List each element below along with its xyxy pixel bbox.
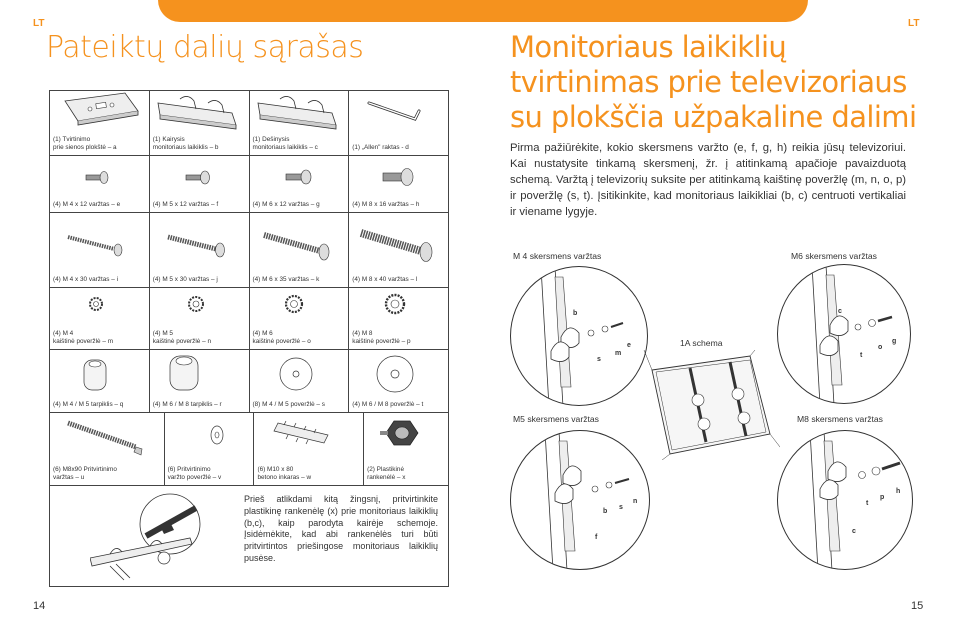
part-caption: (4) M 4 x 12 varžtas – e [53, 201, 121, 208]
intro-paragraph: Pirma pažiūrėkite, kokio skersmens varžto (e, f, g, h) reikia jūsų televizoriui. Kai nustatysite tinkamą skersmenį, žr. į atitinkamą apačioje pavaizduotą schemą. Varžtą į televizorių suksite per atitinkamą kaištinę poveržlę (m, n, o, p) ir poveržlę (s, t). Įsitikinkite, kad monitoriaus laikikliai (b, c) centruoti vertikaliai ir viename lygyje. [510, 142, 906, 218]
part-cell [50, 288, 150, 349]
callout-letter: p [880, 494, 885, 501]
part-caption: (4) M 6 / M 8 tarpiklis – r [152, 401, 222, 408]
part-caption: (4) M 6 kaištinė poveržlė – o [252, 330, 311, 345]
part-caption: (1) Kairysis monitoriaus laikiklis – b [152, 136, 219, 151]
part-caption: (4) M 4 kaištinė poveržlė – m [53, 330, 114, 345]
part-caption: (4) M 6 / M 8 poveržlė – t [352, 401, 424, 408]
part-caption: (4) M 5 x 30 varžtas – j [152, 276, 218, 283]
callout-letter: h [896, 488, 901, 495]
callout-letter: s [619, 504, 623, 511]
part-caption: (2) Plastikinė rankenėlė – x [367, 466, 406, 481]
parts-row [50, 213, 448, 288]
callout-letter: f [595, 534, 598, 541]
part-cell [349, 91, 448, 155]
part-caption: (4) M 8 x 16 varžtas – h [352, 201, 420, 208]
part-caption: (4) M 6 x 35 varžtas – k [252, 276, 320, 283]
m8-detail-circle [777, 430, 913, 570]
part-cell [50, 413, 165, 485]
callout-letter: n [633, 498, 638, 505]
part-caption: (6) Pritvirtinimo varžto poveržlė – v [167, 466, 222, 481]
long-screw-icon [50, 213, 149, 263]
callout-letter: t [860, 352, 863, 359]
part-cell [250, 288, 350, 349]
part-cell [349, 288, 448, 349]
figure-label-m5: M5 skersmens varžtas [513, 414, 599, 424]
orange-header-band [158, 0, 808, 22]
part-cell [250, 213, 350, 287]
part-cell [50, 350, 150, 412]
part-caption: (1) Tvirtinimo prie sienos plokštė – a [53, 136, 117, 151]
flat-washer-icon [250, 350, 349, 396]
callout-letter: m [615, 350, 622, 357]
page-number-left: 14 [33, 600, 46, 612]
part-cell [150, 91, 250, 155]
screw-icon [150, 156, 249, 196]
title-line: su plokščia užpakaline dalimi [510, 100, 917, 134]
part-caption: (8) M 4 / M 5 poveržlė – s [252, 401, 325, 408]
title-line: Monitoriaus laikiklių [510, 30, 787, 64]
m6-detail-circle [777, 264, 911, 404]
part-cell [250, 350, 350, 412]
bolt-washer-icon [165, 413, 254, 463]
callout-letter: b [603, 508, 608, 515]
part-cell [150, 213, 250, 287]
parts-row [50, 413, 448, 486]
part-caption: (4) M 5 x 12 varžtas – f [152, 201, 219, 208]
part-cell [150, 288, 250, 349]
callout-letter: o [878, 344, 883, 351]
part-cell [349, 350, 448, 412]
part-caption: (6) M8x90 Pritvirtinimo varžtas – u [53, 466, 117, 481]
part-cell [50, 213, 150, 287]
page-number-right: 15 [911, 600, 924, 612]
part-cell [250, 91, 350, 155]
figure-label-m6: M6 skersmens varžtas [791, 251, 877, 261]
tv-back-scheme [640, 350, 780, 460]
callout-letter: c [838, 308, 842, 315]
part-caption: (4) M 4 / M 5 tarpiklis – q [53, 401, 124, 408]
lock-washer-icon [150, 288, 249, 320]
part-cell [150, 350, 250, 412]
part-cell [50, 156, 150, 212]
part-caption: (4) M 8 kaištinė poveržlė – p [352, 330, 411, 345]
part-caption: (6) M10 x 80 betono inkaras – w [257, 466, 312, 481]
part-cell [364, 413, 448, 485]
knob-note: Prieš atlikdami kitą žingsnį, pritvirtinkite plastikinę rankenėlę (x) prie monitoriaus laikiklių (b,c), kaip parodyta kairėje schemoje. Įsidėmėkite, kad abi rankenėlės turi būti pritvirtintos priešingose monitoriaus laikiklių pusėse. [244, 494, 438, 563]
parts-row [50, 288, 448, 350]
figure-label-scheme: 1A schema [680, 338, 723, 348]
part-caption: (1) Dešinysis monitoriaus laikiklis – c [252, 136, 318, 151]
knob-attachment-illustration [90, 488, 240, 584]
callout-letter: b [573, 310, 578, 317]
callout-letter: t [866, 500, 869, 507]
title-line: tvirtinimas prie televizoriaus [510, 65, 907, 99]
allen-key-icon [349, 91, 448, 136]
m5-detail-circle [510, 430, 650, 570]
part-cell [165, 413, 255, 485]
parts-row [50, 91, 448, 156]
screw-icon [50, 156, 149, 196]
part-cell [349, 213, 448, 287]
lock-washer-icon [349, 288, 448, 320]
part-caption: (4) M 5 kaištinė poveržlė – n [152, 330, 212, 345]
concrete-anchor-icon [254, 413, 363, 463]
right-page-title [510, 30, 930, 135]
left-bracket-icon [150, 91, 249, 136]
callout-letter: g [892, 338, 897, 345]
screw-icon [250, 156, 349, 196]
flat-washer-icon [349, 350, 448, 396]
screw-icon [349, 156, 448, 196]
lag-bolt-icon [50, 413, 164, 463]
parts-row [50, 156, 448, 213]
long-screw-icon [150, 213, 249, 263]
part-cell [349, 156, 448, 212]
figure-label-m4: M 4 skersmens varžtas [513, 251, 602, 261]
spacer-icon [150, 350, 249, 396]
callout-letter: s [597, 356, 601, 363]
language-tag-right: LT [908, 18, 920, 29]
plastic-knob-icon [364, 413, 448, 463]
part-caption: (4) M 8 x 40 varžtas – l [352, 276, 418, 283]
part-caption: (1) „Allen" raktas - d [352, 144, 409, 151]
callout-letter: e [627, 342, 631, 349]
long-screw-icon [250, 213, 349, 263]
left-page-title: Pateiktų dalių sąrašas [46, 30, 364, 65]
m4-detail-circle [510, 266, 648, 406]
part-cell [250, 156, 350, 212]
part-cell [50, 91, 150, 155]
note-row [50, 486, 448, 586]
long-screw-icon [349, 213, 448, 263]
figure-label-m8: M8 skersmens varžtas [797, 414, 883, 424]
parts-row [50, 350, 448, 413]
parts-list-table [49, 90, 449, 587]
wall-plate-icon [50, 91, 149, 136]
right-bracket-icon [250, 91, 349, 136]
lock-washer-icon [250, 288, 349, 320]
lock-washer-icon [50, 288, 149, 320]
part-caption: (4) M 4 x 30 varžtas – i [53, 276, 118, 283]
part-cell [150, 156, 250, 212]
part-cell [254, 413, 364, 485]
spacer-icon [50, 350, 149, 396]
part-caption: (4) M 6 x 12 varžtas – g [252, 201, 320, 208]
callout-letter: c [852, 528, 856, 535]
language-tag-left: LT [33, 18, 45, 29]
